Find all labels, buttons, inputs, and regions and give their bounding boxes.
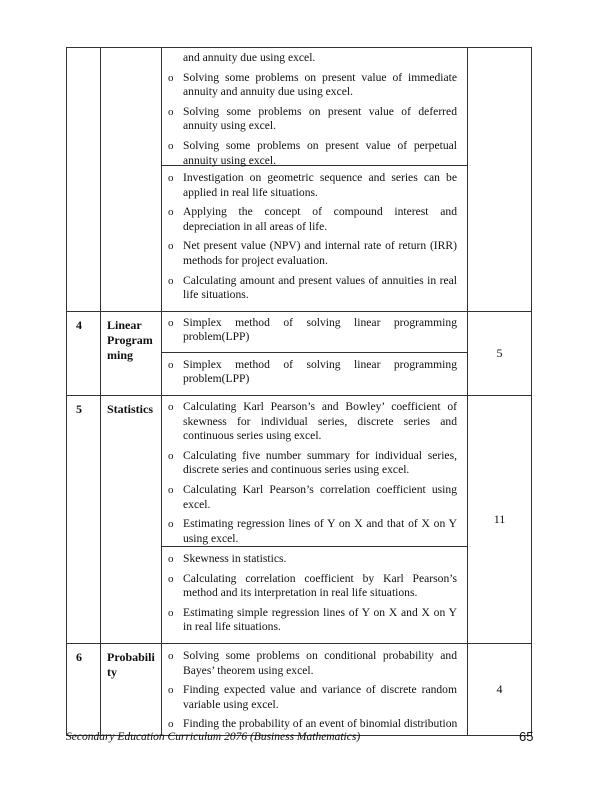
list-item: o Solving some problems on conditional probability and Bayes’ theorem using excel. (168, 649, 457, 678)
list-item: o Estimating regression lines of Y on X and that of X on Y using excel. (168, 517, 457, 546)
content-part-excel (162, 644, 467, 735)
list-item: o Finding expected value and variance of discrete random variable using excel. (168, 683, 457, 712)
hours-cell: 4 (468, 643, 532, 735)
content-part-excel (162, 396, 467, 546)
list-item: o Simplex method of solving linear programming problem(LPP) (168, 316, 457, 345)
list-item: o Calculating amount and present values of annuities in real life situations. (168, 274, 457, 303)
content-part-application (162, 352, 467, 395)
unit-cell: Probabili ty (101, 643, 162, 735)
sn-cell: 4 (67, 311, 101, 395)
content-part-excel (162, 312, 467, 352)
unit-cell: Statistics (101, 395, 162, 643)
list-item: o Skewness in statistics. (168, 552, 457, 567)
footer-title: Secondary Education Curriculum 2076 (Business Mathematics) (66, 731, 361, 743)
sn-cell (67, 48, 101, 312)
content-part-application (162, 165, 467, 311)
list-item: o Applying the concept of compound interest and depreciation in all areas of life. (168, 205, 457, 234)
content-cell (162, 48, 468, 312)
list-item: o Solving some problems on present value of perpetual annuity using excel. (168, 139, 457, 168)
hours-cell: 11 (468, 395, 532, 643)
table-row (67, 48, 532, 312)
list-item: o Solving some problems on present value of immediate annuity and annuity due using excel. (168, 71, 457, 100)
unit-cell (101, 48, 162, 312)
list-item: o Solving some problems on present value of deferred annuity using excel. (168, 105, 457, 134)
list-item: o Calculating five number summary for individual series, discrete series and continuous series using excel. (168, 449, 457, 478)
list-item: o Calculating Karl Pearson’s correlation coefficient using excel. (168, 483, 457, 512)
content-cell (162, 311, 468, 395)
list-item: o Net present value (NPV) and internal rate of return (IRR) methods for project evaluation. (168, 239, 457, 268)
list-item: o Finding the probability of an event of binomial distribution (168, 717, 457, 732)
curriculum-table (66, 47, 532, 736)
sn-cell: 6 (67, 643, 101, 735)
content-part-application (162, 546, 467, 643)
hours-cell (468, 48, 532, 312)
list-item: o Calculating Karl Pearson’s and Bowley’ coefficient of skewness for individual series, discrete series and continuous series using excel. (168, 400, 457, 444)
list-item: o Investigation on geometric sequence and series can be applied in real life situations. (168, 171, 457, 200)
content-cell (162, 643, 468, 735)
table-row (67, 395, 532, 643)
page-number: 65 (519, 729, 534, 744)
sn-cell: 5 (67, 395, 101, 643)
list-item: and annuity due using excel. (183, 51, 316, 64)
list-item: o Simplex method of solving linear programming problem(LPP) (168, 358, 457, 387)
unit-cell: Linear Program ming (101, 311, 162, 395)
table-row (67, 311, 532, 395)
table-row (67, 643, 532, 735)
hours-cell: 5 (468, 311, 532, 395)
list-item: o Calculating correlation coefficient by Karl Pearson’s method and its interpretation in real life situations. (168, 572, 457, 601)
content-cell (162, 395, 468, 643)
list-item: o Estimating simple regression lines of Y on X and X on Y in real life situations. (168, 606, 457, 635)
content-part-excel (162, 48, 467, 165)
